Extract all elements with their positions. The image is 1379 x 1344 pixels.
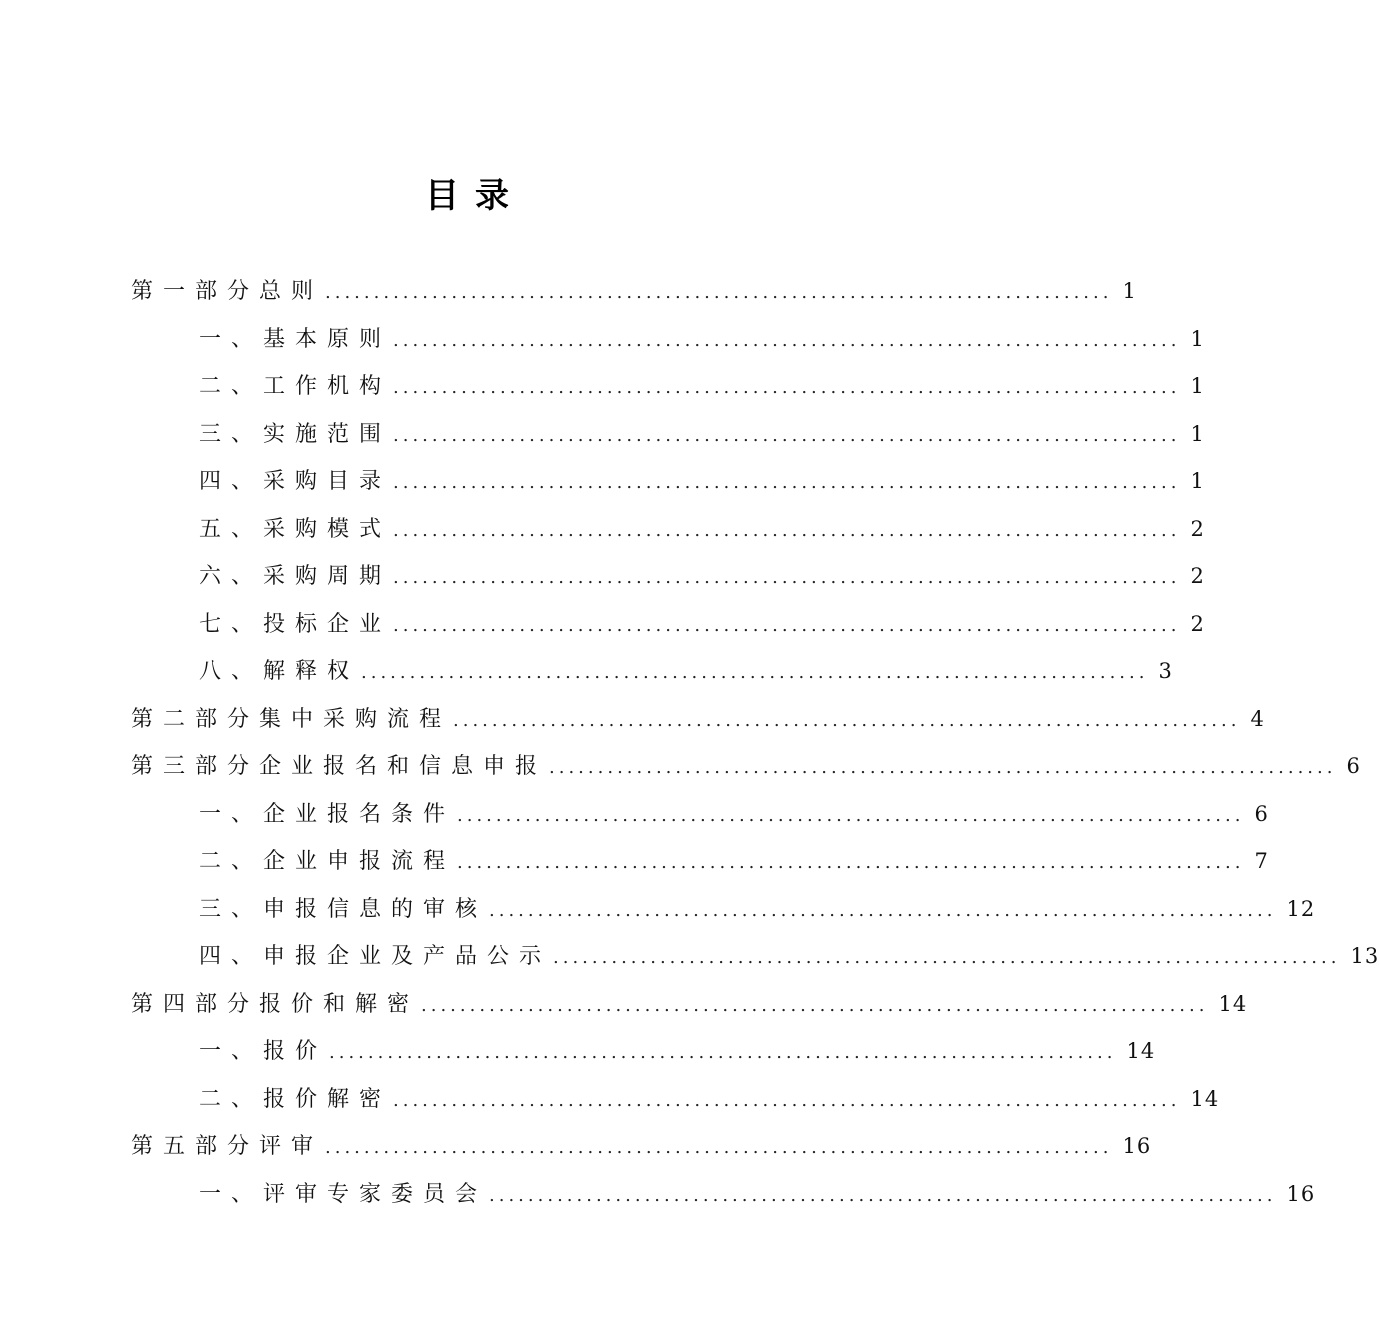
toc-entry[interactable] — [131, 981, 1248, 1029]
toc-entry-label: 四、申报企业及产品公示 — [199, 944, 552, 969]
dot-leader: ................................................................................. — [393, 567, 1181, 588]
toc-entry[interactable] — [131, 363, 1205, 411]
dot-leader: ................................................................................. — [361, 662, 1149, 683]
toc-entry-page-number: 1 — [1190, 421, 1205, 446]
dot-leader: ................................................................................. — [553, 947, 1341, 968]
toc-entry-page-number: 1 — [1190, 374, 1205, 398]
dot-leader: ................................................................................. — [393, 614, 1181, 636]
toc-entry[interactable] — [131, 553, 1205, 601]
toc-entry-page-number: 16 — [1286, 1181, 1316, 1206]
toc-entry-page-number: 12 — [1286, 896, 1316, 921]
dot-leader: ................................................................................. — [393, 472, 1181, 493]
toc-entry-label: 二、报价解密 — [199, 1086, 392, 1112]
toc-entry-label: 一、评审专家委员会 — [199, 1181, 488, 1207]
toc-entry[interactable] — [131, 933, 1379, 981]
toc-entry[interactable] — [131, 316, 1205, 364]
toc-entry[interactable] — [131, 506, 1205, 554]
dot-leader: ................................................................................. — [489, 899, 1277, 921]
dot-leader: ................................................................................. — [549, 757, 1337, 778]
dot-leader: ................................................................................. — [457, 804, 1245, 826]
toc-entry-label: 一、基本原则 — [199, 326, 392, 352]
toc-entry[interactable] — [131, 648, 1173, 696]
toc-entry-label: 五、采购模式 — [199, 516, 392, 542]
toc-entry[interactable] — [131, 601, 1205, 649]
dot-leader: ................................................................................. — [329, 1042, 1117, 1063]
dot-leader: ................................................................................. — [393, 519, 1181, 541]
dot-leader: ................................................................................. — [393, 1089, 1181, 1111]
toc-entry-page-number: 1 — [1190, 469, 1205, 493]
toc-entry-label: 三、实施范围 — [199, 421, 392, 447]
toc-entry-page-number: 2 — [1190, 564, 1205, 588]
dot-leader: ................................................................................. — [421, 994, 1209, 1016]
toc-entry-label: 一、企业报名条件 — [199, 801, 456, 827]
toc-entry[interactable] — [131, 411, 1205, 459]
toc-entry-label: 第五部分评审 — [131, 1134, 324, 1159]
toc-entry[interactable] — [131, 1123, 1152, 1171]
page-title: 目录 — [425, 176, 525, 216]
toc-entry-label: 三、申报信息的审核 — [199, 896, 488, 922]
dot-leader: ................................................................................. — [457, 852, 1245, 873]
toc-entry[interactable] — [131, 886, 1316, 934]
toc-entry-label: 一、报价 — [199, 1039, 328, 1064]
dot-leader: ................................................................................. — [325, 1137, 1113, 1158]
toc-entry-page-number: 14 — [1126, 1039, 1156, 1063]
toc-entry-label: 六、采购周期 — [199, 564, 392, 589]
toc-entry[interactable] — [131, 1171, 1316, 1219]
toc-entry-page-number: 3 — [1158, 659, 1173, 683]
toc-entry-label: 四、采购目录 — [199, 469, 392, 494]
table-of-contents — [131, 268, 1379, 1218]
dot-leader: ................................................................................. — [393, 377, 1181, 398]
toc-entry[interactable] — [131, 743, 1361, 791]
toc-entry-label: 第四部分报价和解密 — [131, 991, 420, 1017]
dot-leader: ................................................................................. — [453, 709, 1241, 731]
toc-entry[interactable] — [131, 1028, 1156, 1076]
dot-leader: ................................................................................. — [393, 329, 1181, 351]
toc-entry-page-number: 6 — [1254, 801, 1269, 826]
toc-entry[interactable] — [131, 1076, 1220, 1124]
toc-entry-page-number: 4 — [1250, 706, 1265, 731]
toc-entry-page-number: 1 — [1190, 326, 1205, 351]
toc-entry-page-number: 13 — [1350, 944, 1379, 968]
toc-entry-page-number: 14 — [1218, 991, 1248, 1016]
toc-entry-label: 二、企业申报流程 — [199, 849, 456, 874]
toc-entry[interactable] — [131, 838, 1269, 886]
toc-entry-page-number: 14 — [1190, 1086, 1220, 1111]
toc-entry-page-number: 7 — [1254, 849, 1269, 873]
toc-entry-page-number: 2 — [1190, 611, 1205, 636]
toc-entry-label: 第一部分总则 — [131, 279, 324, 304]
toc-entry[interactable] — [131, 791, 1269, 839]
toc-entry-page-number: 1 — [1122, 279, 1137, 303]
toc-entry-page-number: 6 — [1346, 754, 1361, 778]
toc-entry-label: 七、投标企业 — [199, 611, 392, 637]
toc-entry-page-number: 16 — [1122, 1134, 1152, 1158]
toc-entry-label: 八、解释权 — [199, 659, 360, 684]
dot-leader: ................................................................................. — [325, 282, 1113, 303]
toc-entry-label: 二、工作机构 — [199, 374, 392, 399]
toc-entry[interactable] — [131, 268, 1137, 316]
toc-entry-label: 第二部分集中采购流程 — [131, 706, 452, 732]
dot-leader: ................................................................................. — [489, 1184, 1277, 1206]
toc-entry-label: 第三部分企业报名和信息申报 — [131, 754, 548, 779]
toc-entry[interactable] — [131, 458, 1205, 506]
toc-entry[interactable] — [131, 696, 1265, 744]
toc-entry-page-number: 2 — [1190, 516, 1205, 541]
dot-leader: ................................................................................. — [393, 424, 1181, 446]
